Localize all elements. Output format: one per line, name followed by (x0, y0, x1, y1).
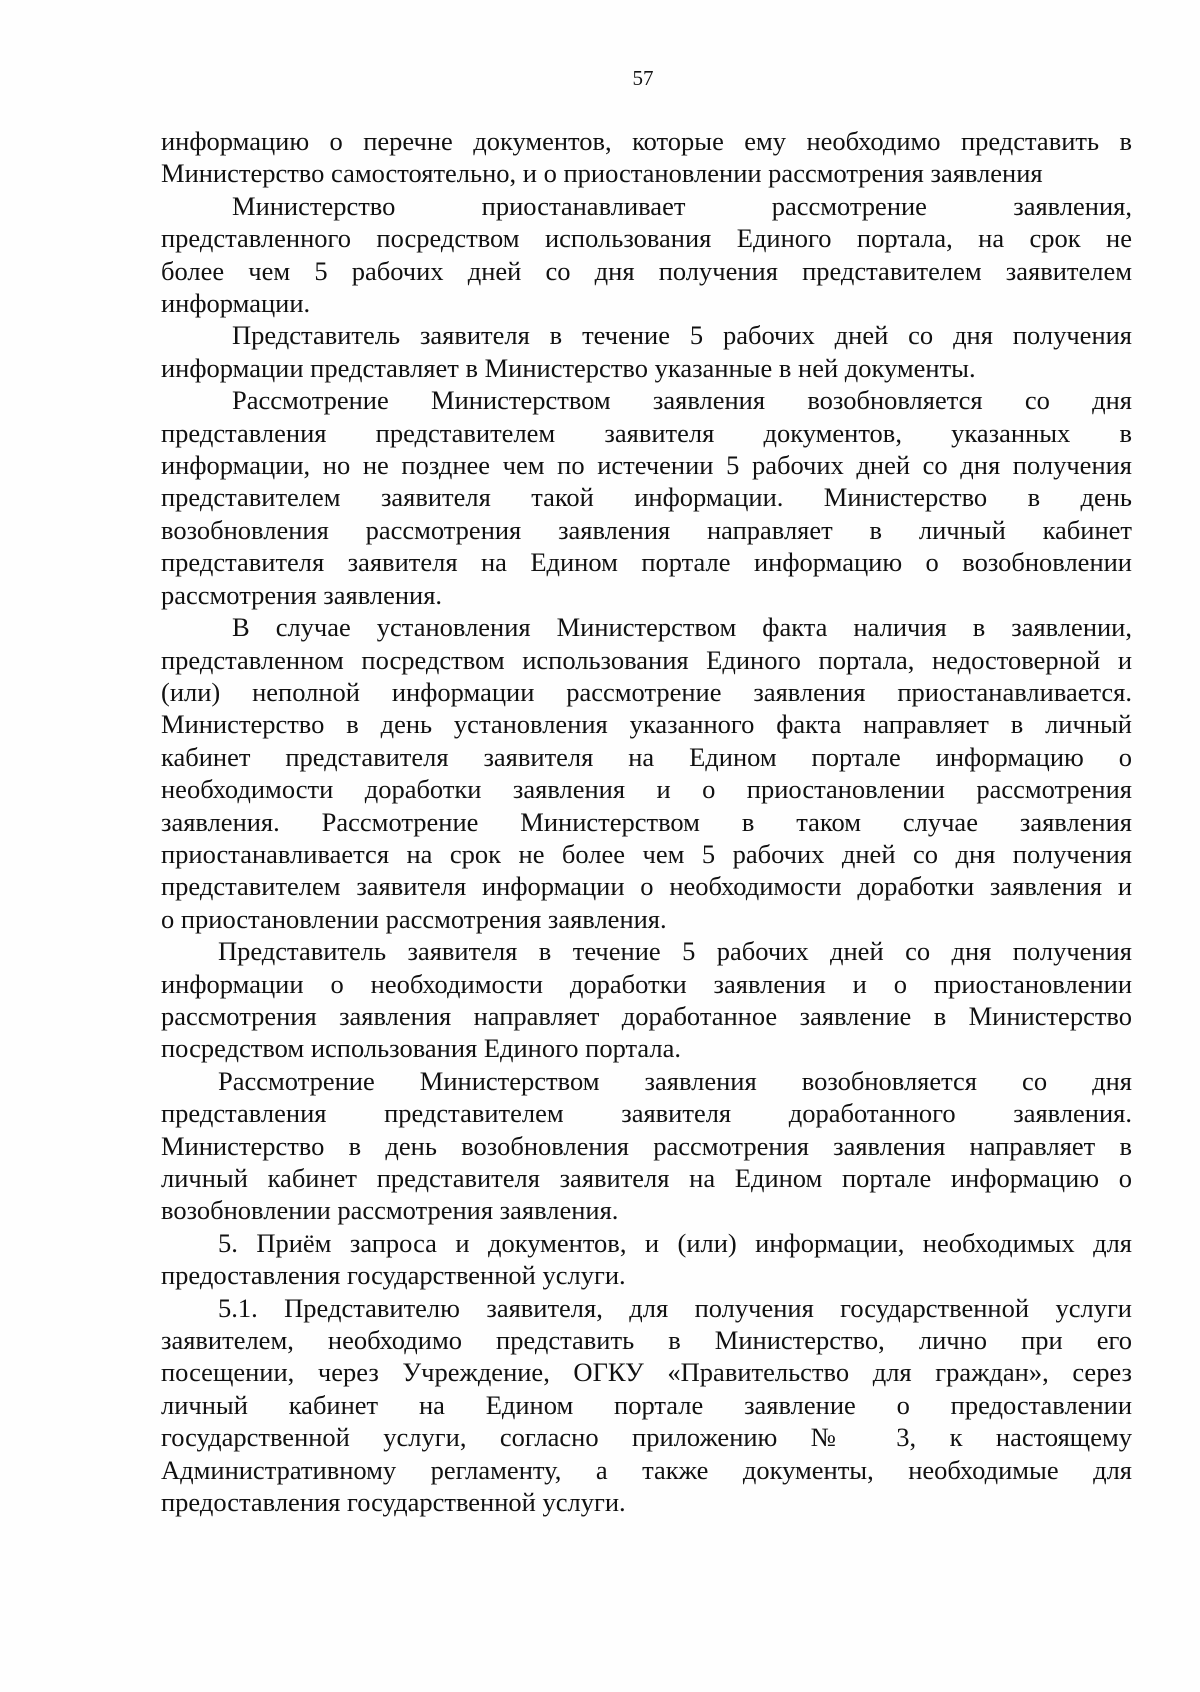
paragraph-5 (161, 611, 1132, 935)
paragraph-6 (161, 935, 1132, 1065)
text-line: Министерство в день возобновления рассмотрения заявления направляет в (161, 1130, 1132, 1161)
text-line: заявителем, необходимо представить в Министерство, лично при его (161, 1325, 1132, 1356)
text-line: предоставления государственной услуги. (161, 1260, 626, 1291)
text-line: возобновления рассмотрения заявления направляет в личный кабинет (161, 514, 1132, 545)
text-line: рассмотрения заявления направляет доработанное заявление в Министерство (161, 1000, 1132, 1031)
text-line: представленном посредством использования Единого портала, недостоверной и (161, 644, 1132, 675)
text-line: 5.1. Представителю заявителя, для получения государственной услуги (218, 1292, 1132, 1323)
text-line: государственной услуги, согласно приложению № 3, к настоящему (161, 1422, 1132, 1453)
text-line: (или) неполной информации рассмотрение заявления приостанавливается. (161, 676, 1132, 707)
text-line: представления представителем заявителя документов, указанных в (161, 417, 1132, 448)
paragraph-3 (161, 319, 1132, 384)
text-line: 5. Приём запроса и документов, и (или) информации, необходимых для (218, 1227, 1132, 1258)
text-line: Рассмотрение Министерством заявления возобновляется со дня (232, 385, 1132, 416)
text-line: необходимости доработки заявления и о приостановлении рассмотрения (161, 774, 1132, 805)
text-line: информации о необходимости доработки заявления и о приостановлении (161, 968, 1132, 999)
text-line: личный кабинет на Едином портале заявление о предоставлении (161, 1389, 1132, 1420)
text-line: Министерство в день установления указанного факта направляет в личный (161, 709, 1132, 740)
text-line: кабинет представителя заявителя на Едином портале информацию о (161, 741, 1132, 772)
paragraph-8 (161, 1227, 1132, 1292)
text-line: предоставления государственной услуги. (161, 1487, 626, 1518)
text-line: представления представителем заявителя доработанного заявления. (161, 1098, 1132, 1129)
text-line: представителем заявителя такой информации. Министерство в день (161, 482, 1132, 513)
text-line: информации, но не позднее чем по истечении 5 рабочих дней со дня получения (161, 450, 1132, 481)
text-line: заявления. Рассмотрение Министерством в таком случае заявления (161, 806, 1132, 837)
text-line: Рассмотрение Министерством заявления возобновляется со дня (218, 1065, 1132, 1096)
text-line: Представитель заявителя в течение 5 рабочих дней со дня получения (232, 320, 1132, 351)
paragraph-7 (161, 1065, 1132, 1227)
page-number: 57 (632, 66, 654, 90)
text-line: рассмотрения заявления. (161, 579, 443, 610)
paragraph-9 (161, 1292, 1132, 1519)
text-line: представленного посредством использования Единого портала, на срок не (161, 223, 1132, 254)
text-line: посредством использования Единого портала. (161, 1033, 682, 1064)
text-line: Министерство самостоятельно, и о приостановлении рассмотрения заявления (161, 158, 1043, 189)
text-line: информации представляет в Министерство указанные в ней документы. (161, 352, 976, 383)
text-line: представителем заявителя информации о необходимости доработки заявления и (161, 871, 1132, 902)
text-line: посещении, через Учреждение, ОГКУ «Правительство для граждан», серез (161, 1357, 1132, 1388)
text-line: представителя заявителя на Едином портале информацию о возобновлении (161, 547, 1132, 578)
text-line: Административному регламенту, а также документы, необходимые для (161, 1454, 1132, 1485)
text-line: личный кабинет представителя заявителя на Едином портале информацию о (161, 1163, 1132, 1193)
text-line: В случае установления Министерством факта наличия в заявлении, (232, 612, 1132, 643)
paragraph-2 (161, 190, 1132, 320)
text-line: информации. (161, 288, 311, 319)
text-line: Представитель заявителя в течение 5 рабочих дней со дня получения (218, 936, 1132, 967)
text-line: возобновлении рассмотрения заявления. (161, 1195, 619, 1226)
text-line: о приостановлении рассмотрения заявления. (161, 903, 667, 934)
text-line: информацию о перечне документов, которые ему необходимо представить в (161, 126, 1132, 156)
paragraph-4 (161, 384, 1132, 611)
text-line: приостанавливается на срок не более чем 5 рабочих дней со дня получения (161, 838, 1132, 869)
document-body (161, 125, 1132, 1518)
paragraph-1 (161, 125, 1132, 190)
text-line: Министерство приостанавливает рассмотрение заявления, (232, 190, 1132, 221)
text-line: более чем 5 рабочих дней со дня получения представителем заявителем (161, 255, 1132, 286)
